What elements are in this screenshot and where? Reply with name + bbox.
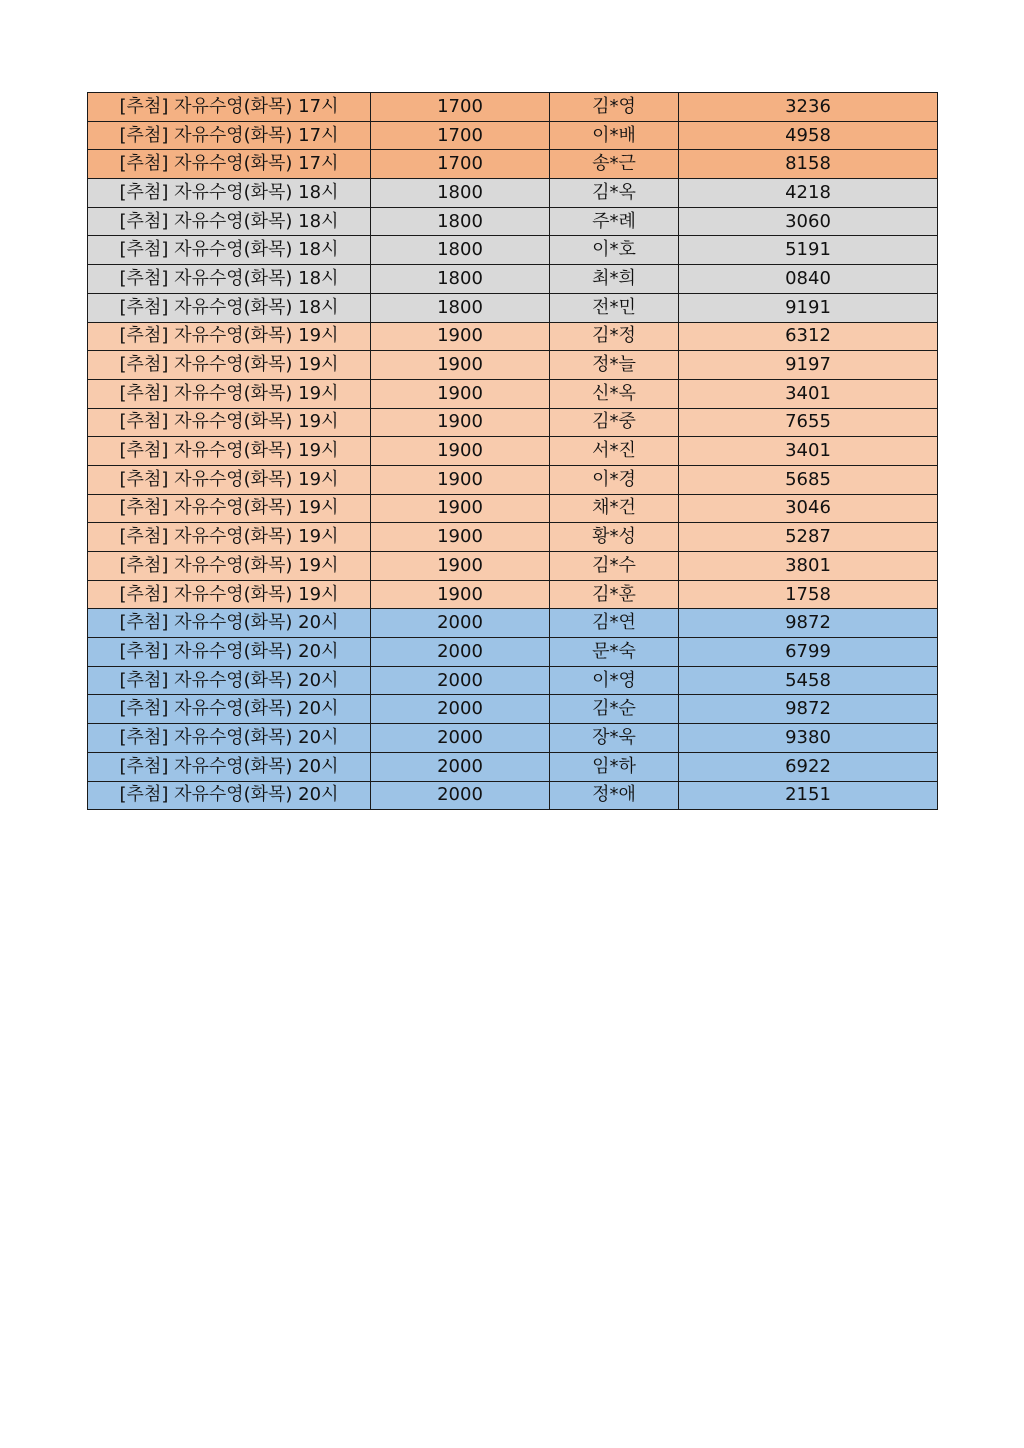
table-row (88, 752, 938, 781)
name-cell: 황*성 (550, 523, 679, 552)
program-cell: [추첨] 자유수영(화목) 20시 (88, 638, 371, 667)
time-cell: 1700 (371, 150, 550, 179)
code-cell: 8158 (679, 150, 938, 179)
name-cell: 채*건 (550, 494, 679, 523)
code-cell: 2151 (679, 781, 938, 810)
program-cell: [추첨] 자유수영(화목) 19시 (88, 408, 371, 437)
program-cell: [추첨] 자유수영(화목) 20시 (88, 724, 371, 753)
table-row (88, 465, 938, 494)
time-cell: 1900 (371, 523, 550, 552)
time-cell: 2000 (371, 781, 550, 810)
code-cell: 1758 (679, 580, 938, 609)
name-cell: 전*민 (550, 293, 679, 322)
table-row (88, 666, 938, 695)
table-row (88, 236, 938, 265)
time-cell: 1700 (371, 121, 550, 150)
code-cell: 5287 (679, 523, 938, 552)
name-cell: 주*례 (550, 207, 679, 236)
time-cell: 2000 (371, 752, 550, 781)
program-cell: [추첨] 자유수영(화목) 19시 (88, 437, 371, 466)
name-cell: 정*애 (550, 781, 679, 810)
program-cell: [추첨] 자유수영(화목) 18시 (88, 236, 371, 265)
table-body (88, 93, 938, 810)
name-cell: 이*배 (550, 121, 679, 150)
code-cell: 3236 (679, 93, 938, 122)
time-cell: 1900 (371, 408, 550, 437)
time-cell: 1800 (371, 236, 550, 265)
time-cell: 1900 (371, 494, 550, 523)
name-cell: 정*늘 (550, 351, 679, 380)
table-row (88, 695, 938, 724)
program-cell: [추첨] 자유수영(화목) 17시 (88, 150, 371, 179)
time-cell: 1800 (371, 207, 550, 236)
code-cell: 3801 (679, 552, 938, 581)
code-cell: 9197 (679, 351, 938, 380)
name-cell: 김*중 (550, 408, 679, 437)
time-cell: 2000 (371, 724, 550, 753)
time-cell: 2000 (371, 638, 550, 667)
code-cell: 0840 (679, 265, 938, 294)
program-cell: [추첨] 자유수영(화목) 19시 (88, 552, 371, 581)
code-cell: 3046 (679, 494, 938, 523)
program-cell: [추첨] 자유수영(화목) 17시 (88, 93, 371, 122)
program-cell: [추첨] 자유수영(화목) 20시 (88, 666, 371, 695)
code-cell: 6799 (679, 638, 938, 667)
code-cell: 9872 (679, 695, 938, 724)
time-cell: 1900 (371, 465, 550, 494)
table-row (88, 408, 938, 437)
time-cell: 1900 (371, 351, 550, 380)
name-cell: 김*옥 (550, 179, 679, 208)
program-cell: [추첨] 자유수영(화목) 19시 (88, 465, 371, 494)
table-row (88, 351, 938, 380)
time-cell: 1900 (371, 580, 550, 609)
time-cell: 1900 (371, 379, 550, 408)
code-cell: 9872 (679, 609, 938, 638)
code-cell: 6312 (679, 322, 938, 351)
name-cell: 장*욱 (550, 724, 679, 753)
time-cell: 1800 (371, 293, 550, 322)
table-row (88, 523, 938, 552)
table-row (88, 150, 938, 179)
program-cell: [추첨] 자유수영(화목) 18시 (88, 207, 371, 236)
table-row (88, 781, 938, 810)
name-cell: 이*영 (550, 666, 679, 695)
code-cell: 5191 (679, 236, 938, 265)
time-cell: 1800 (371, 179, 550, 208)
table-row (88, 494, 938, 523)
time-cell: 2000 (371, 609, 550, 638)
name-cell: 김*훈 (550, 580, 679, 609)
program-cell: [추첨] 자유수영(화목) 19시 (88, 351, 371, 380)
code-cell: 4958 (679, 121, 938, 150)
code-cell: 3401 (679, 437, 938, 466)
program-cell: [추첨] 자유수영(화목) 19시 (88, 494, 371, 523)
name-cell: 서*진 (550, 437, 679, 466)
program-cell: [추첨] 자유수영(화목) 19시 (88, 322, 371, 351)
name-cell: 최*희 (550, 265, 679, 294)
name-cell: 송*근 (550, 150, 679, 179)
name-cell: 신*옥 (550, 379, 679, 408)
code-cell: 9380 (679, 724, 938, 753)
table-row (88, 207, 938, 236)
code-cell: 9191 (679, 293, 938, 322)
program-cell: [추첨] 자유수영(화목) 20시 (88, 781, 371, 810)
table-row (88, 552, 938, 581)
time-cell: 1700 (371, 93, 550, 122)
program-cell: [추첨] 자유수영(화목) 18시 (88, 265, 371, 294)
lottery-results-table (87, 92, 938, 810)
name-cell: 김*영 (550, 93, 679, 122)
name-cell: 임*하 (550, 752, 679, 781)
time-cell: 1800 (371, 265, 550, 294)
program-cell: [추첨] 자유수영(화목) 20시 (88, 695, 371, 724)
table-row (88, 179, 938, 208)
table-row (88, 724, 938, 753)
code-cell: 5685 (679, 465, 938, 494)
time-cell: 1900 (371, 552, 550, 581)
program-cell: [추첨] 자유수영(화목) 18시 (88, 179, 371, 208)
table-row (88, 437, 938, 466)
name-cell: 이*호 (550, 236, 679, 265)
time-cell: 2000 (371, 695, 550, 724)
table-row (88, 322, 938, 351)
table-row (88, 638, 938, 667)
table-row (88, 379, 938, 408)
program-cell: [추첨] 자유수영(화목) 17시 (88, 121, 371, 150)
code-cell: 4218 (679, 179, 938, 208)
table-row (88, 93, 938, 122)
name-cell: 문*숙 (550, 638, 679, 667)
name-cell: 김*수 (550, 552, 679, 581)
table-row (88, 609, 938, 638)
program-cell: [추첨] 자유수영(화목) 20시 (88, 609, 371, 638)
code-cell: 3060 (679, 207, 938, 236)
time-cell: 1900 (371, 322, 550, 351)
code-cell: 7655 (679, 408, 938, 437)
name-cell: 김*연 (550, 609, 679, 638)
name-cell: 김*정 (550, 322, 679, 351)
table-row (88, 121, 938, 150)
code-cell: 3401 (679, 379, 938, 408)
program-cell: [추첨] 자유수영(화목) 18시 (88, 293, 371, 322)
code-cell: 5458 (679, 666, 938, 695)
table-row (88, 293, 938, 322)
name-cell: 이*경 (550, 465, 679, 494)
code-cell: 6922 (679, 752, 938, 781)
program-cell: [추첨] 자유수영(화목) 20시 (88, 752, 371, 781)
time-cell: 2000 (371, 666, 550, 695)
table-row (88, 580, 938, 609)
time-cell: 1900 (371, 437, 550, 466)
program-cell: [추첨] 자유수영(화목) 19시 (88, 580, 371, 609)
program-cell: [추첨] 자유수영(화목) 19시 (88, 523, 371, 552)
name-cell: 김*순 (550, 695, 679, 724)
program-cell: [추첨] 자유수영(화목) 19시 (88, 379, 371, 408)
table-row (88, 265, 938, 294)
